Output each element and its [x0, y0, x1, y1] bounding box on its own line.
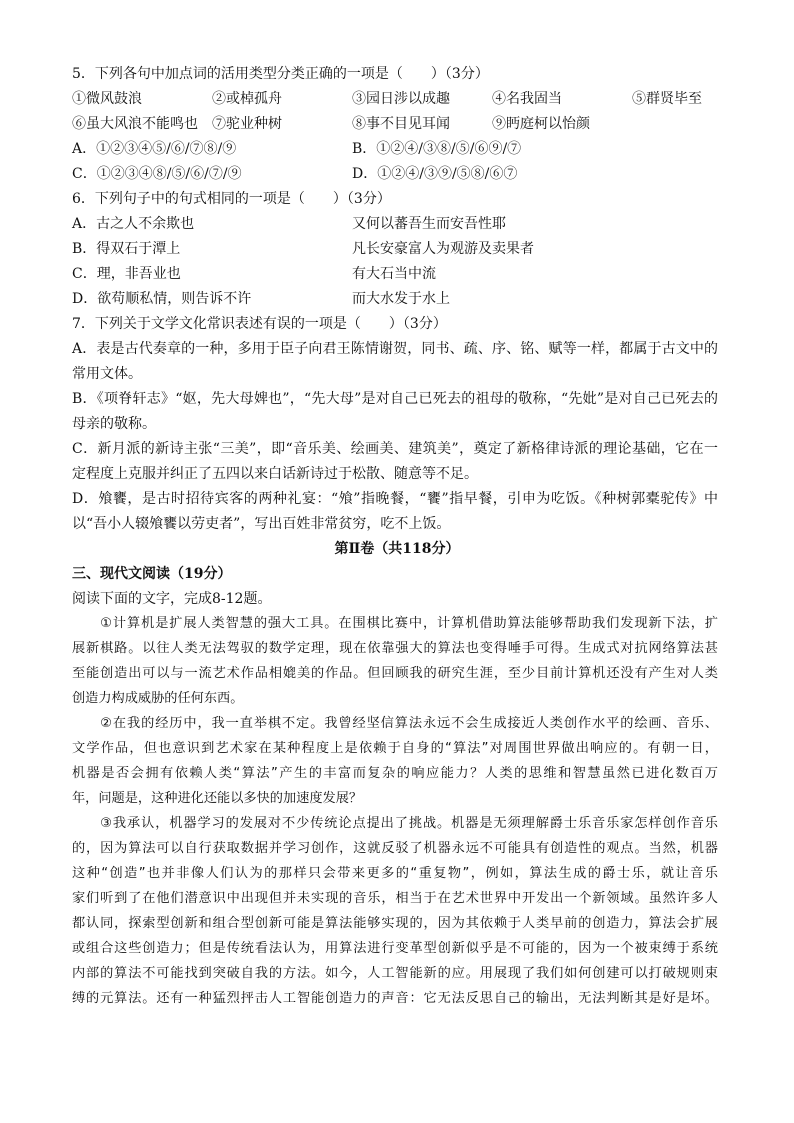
- passage-line: 的，因为算法可以自行获取数据并学习创作，这就反驳了机器永远不可能具有创造性的观点。当然，机器: [72, 841, 718, 856]
- q5-option-a: A．①②③④⑤/⑥/⑦⑧/⑨: [72, 141, 237, 157]
- q5-item-1: ①微风鼓浪: [72, 91, 142, 107]
- q6-option-d-right: 而大水发于水上: [352, 291, 450, 307]
- q5-item-5: ⑤群贤毕至: [632, 91, 702, 107]
- section-3-heading: 三、现代文阅读（19分）: [72, 566, 232, 582]
- passage-line: 文学作品，但也意识到艺术家在某种程度上是依赖于自身的“算法”对周围世界做出响应的。有朝一日，: [72, 741, 718, 756]
- q5-item-3: ③园日涉以成趣: [352, 91, 450, 107]
- passage-line: 创造力构成威胁的任何东西。: [72, 691, 244, 706]
- passage-line: ③我承认，机器学习的发展对不少传统论点提出了挑战。机器是无须理解爵士乐音乐家怎样创作音乐: [72, 816, 718, 831]
- q6-option-a-left: A．古之人不余欺也: [72, 216, 195, 232]
- q7-option-d-line1: D．飧饔，是古时招待宾客的两种礼宴：“飧”指晚餐，“饔”指早餐，引申为吃饭。《种树郭橐驼传》中: [72, 491, 718, 507]
- q6-option-b-left: B．得双石于潭上: [72, 241, 181, 257]
- q5-item-7: ⑦驼业种树: [212, 116, 282, 132]
- q5-item-4: ④名我固当: [492, 91, 562, 107]
- q5-stem: 5．下列各句中加点词的活用类型分类正确的一项是（ ）（3分）: [72, 66, 489, 82]
- passage-line: 机器是否会拥有依赖人类“算法”产生的丰富而复杂的响应能力？人类的思维和智慧虽然已进化数百万: [72, 766, 718, 781]
- q7-stem: 7．下列关于文学文化常识表述有误的一项是（ ）（3分）: [72, 316, 447, 332]
- passage-line: 都认同，探索型创新和组合型创新可能是算法能够实现的，因为其依赖于人类早前的创造力，算法会扩展: [72, 916, 718, 931]
- passage-line: 至能创造出可以与一流艺术作品相媲美的作品。但回顾我的研究生涯，至少目前计算机还没有产生对人类: [72, 666, 718, 681]
- passage-line: 或组合这些创造力；但是传统看法认为，用算法进行变革型创新似乎是不可能的，因为一个被束缚于系统: [72, 941, 718, 956]
- passage-line: 展新棋路。以往人类无法驾驭的数学定理，现在依靠强大的算法也变得唾手可得。生成式对抗网络算法甚: [72, 641, 718, 656]
- q7-option-d-line2: 以“吾小人辍飧饔以劳吏者”，写出百姓非常贫穷，吃不上饭。: [72, 516, 451, 532]
- volume-2-title: 第Ⅱ卷（共118分）: [334, 541, 460, 557]
- q6-stem: 6．下列句子中的句式相同的一项是（ ）（3分）: [72, 191, 391, 207]
- q7-option-b-line1: B．《项脊轩志》“妪，先大母婢也”，“先大母”是对自己已死去的祖母的敬称，“先妣”是对自己已死去的: [72, 391, 718, 407]
- q6-option-a-right: 又何以蕃吾生而安吾性耶: [352, 216, 506, 232]
- q7-option-c-line2: 定程度上克服并纠正了五四以来白话新诗过于松散、随意等不足。: [72, 466, 478, 482]
- passage-line: 年，问题是，这种进化还能以多快的加速度发展？: [72, 791, 363, 806]
- q6-option-c-right: 有大石当中流: [352, 266, 436, 282]
- q5-item-9: ⑨眄庭柯以怡颜: [492, 116, 590, 132]
- q7-option-c-line1: C．新月派的新诗主张“三美”，即“音乐美、绘画美、建筑美”，奠定了新格律诗派的理论基础，它在一: [72, 441, 718, 457]
- q7-option-a-line1: A．表是古代奏章的一种，多用于臣子向君王陈情谢贺，同书、疏、序、铭、赋等一样，都属于古文中的: [72, 341, 718, 357]
- passage-line: 内部的算法不可能找到突破自我的方法。如今，人工智能新的应。用展现了我们如何创建可以打破规则束: [72, 966, 718, 981]
- q6-option-c-left: C．理，非吾业也: [72, 266, 181, 282]
- q6-option-d-left: D．欲苟顺私情，则告诉不许: [72, 291, 252, 307]
- q5-item-8: ⑧事不目见耳闻: [352, 116, 450, 132]
- q5-item-2: ②或棹孤舟: [212, 91, 282, 107]
- passage-line: 缚的元算法。还有一种猛烈抨击人工智能创造力的声音：它无法反思自己的输出，无法判断其是好是坏。: [72, 991, 718, 1006]
- q6-option-b-right: 凡长安豪富人为观游及卖果者: [352, 241, 534, 257]
- q5-item-6: ⑥虽大风浪不能鸣也: [72, 116, 198, 132]
- passage-line: ②在我的经历中，我一直举棋不定。我曾经坚信算法永远不会生成接近人类创作水平的绘画、音乐、: [72, 716, 718, 731]
- q5-option-b: B．①②④/③⑧/⑤/⑥⑨/⑦: [352, 141, 522, 157]
- q5-option-d: D．①②④/③⑨/⑤⑧/⑥⑦: [352, 166, 518, 182]
- passage-line: 这种“创造”也并非像人们认为的那样只会带来更多的“重复物”，例如，算法生成的爵士乐，就让音乐: [72, 866, 718, 881]
- q5-option-c: C．①②③④⑧/⑤/⑥/⑦/⑨: [72, 166, 242, 182]
- passage-line: 家们听到了在他们潜意识中出现但并未实现的音乐，相当于在艺术世界中开发出一个新领域。虽然许多人: [72, 891, 718, 906]
- passage-line: ①计算机是扩展人类智慧的强大工具。在围棋比赛中，计算机借助算法能够帮助我们发现新下法，扩: [72, 616, 718, 631]
- section-3-instruction: 阅读下面的文字，完成8-12题。: [72, 591, 272, 607]
- q7-option-b-line2: 母亲的敬称。: [72, 416, 156, 432]
- q7-option-a-line2: 常用文体。: [72, 366, 142, 382]
